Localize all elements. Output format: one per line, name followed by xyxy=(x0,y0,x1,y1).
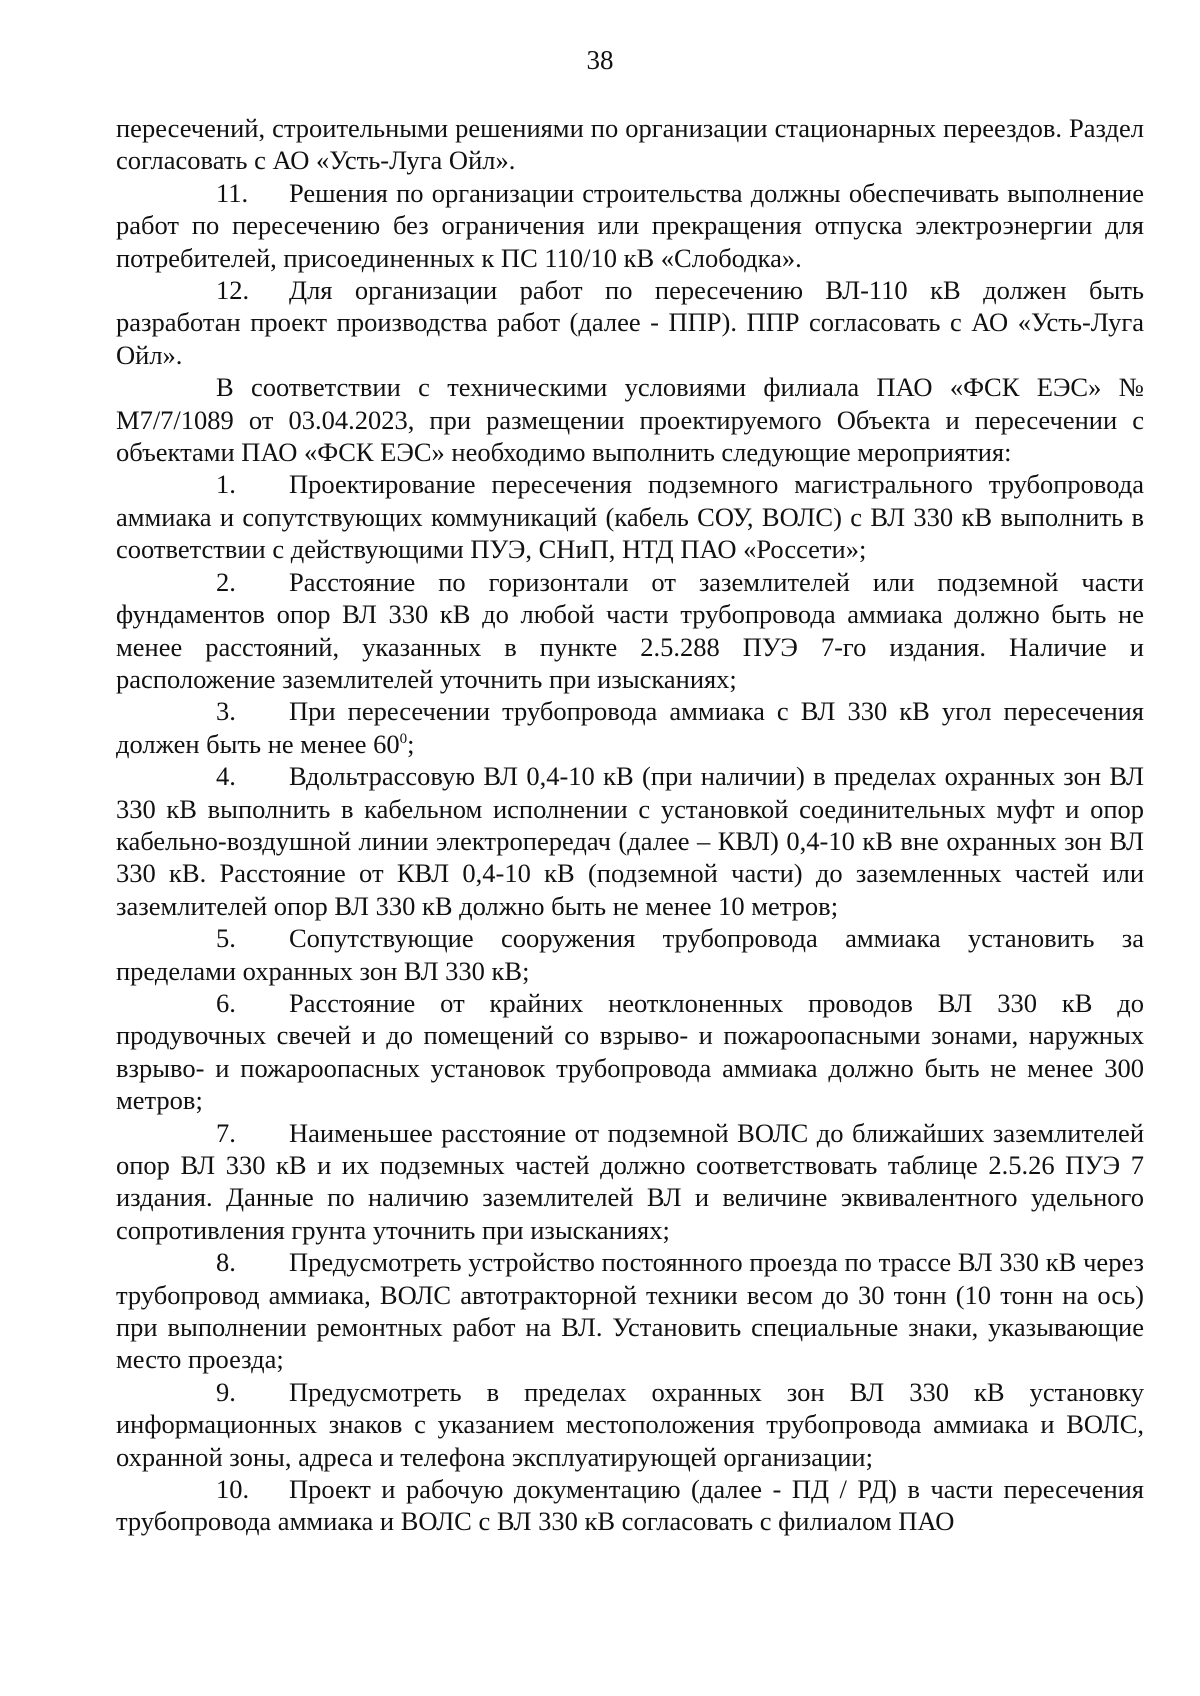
item-number: 6. xyxy=(216,987,236,1018)
item-number: 10. xyxy=(216,1474,250,1505)
numbered-item-3 xyxy=(116,695,1144,760)
page-number: 38 xyxy=(586,45,614,75)
item-number: 1. xyxy=(216,469,236,500)
numbered-item-9 xyxy=(116,1376,1144,1473)
numbered-item-4 xyxy=(116,760,1144,922)
item-text: Предусмотреть устройство постоянного проезда по трассе ВЛ 330 кВ через трубопровод аммиака, ВОЛС автотракторной техники весом до 30 тонн (10 тонн на ось) при выполнении ремонтных работ на ВЛ. Установить специальные знаки, указывающие место проезда; xyxy=(116,1247,1144,1375)
numbered-item-1 xyxy=(116,468,1144,565)
paragraph-text: пересечений, строительными решениями по организации стационарных переездов. Раздел согласовать с АО «Усть-Луга Ойл». xyxy=(116,113,1144,176)
degree-superscript: 0 xyxy=(399,730,408,747)
item-text: Для организации работ по пересечению ВЛ-110 кВ должен быть разработан проект производства работ (далее - ППР). ППР согласовать с АО «Усть-Луга Ойл». xyxy=(116,275,1144,370)
item-number: 8. xyxy=(216,1247,236,1278)
intro-paragraph xyxy=(116,371,1144,468)
item-text: Сопутствующие сооружения трубопровода аммиака установить за пределами охранных зон ВЛ 330 кВ; xyxy=(116,923,1144,986)
item-text: Расстояние от крайних неотклоненных проводов ВЛ 330 кВ до продувочных свечей и до помещений со взрыво- и пожароопасными зонами, наружных взрыво- и пожароопасных установок трубопровода аммиака должно быть не менее 300 метров; xyxy=(116,987,1144,1116)
numbered-item-5 xyxy=(116,922,1144,987)
numbered-item-10 xyxy=(116,1473,1144,1538)
numbered-item-7 xyxy=(116,1117,1144,1247)
item-text: При пересечении трубопровода аммиака с ВЛ 330 кВ угол пересечения должен быть не менее 60 xyxy=(116,696,1144,759)
numbered-item-11 xyxy=(116,177,1144,274)
item-number: 11. xyxy=(216,177,249,208)
item-number: 3. xyxy=(216,696,236,727)
item-number: 4. xyxy=(216,761,236,792)
paragraph-continuation xyxy=(116,112,1144,177)
item-text: Проектирование пересечения подземного магистрального трубопровода аммиака и сопутствующих коммуникаций (кабель СОУ, ВОЛС) с ВЛ 330 кВ выполнить в соответствии с действующими ПУЭ, СНиП, НТД ПАО «Россети»; xyxy=(116,469,1144,565)
paragraph-text: В соответствии с техническими условиями филиала ПАО «ФСК ЕЭС» № М7/7/1089 от 03.04.2023, при размещении проектируемого Объекта и пересечении с объектами ПАО «ФСК ЕЭС» необходимо выполнить следующие мероприятия: xyxy=(116,372,1144,468)
item-number: 12. xyxy=(216,275,250,306)
numbered-item-2 xyxy=(116,566,1144,696)
item-number: 2. xyxy=(216,566,236,597)
numbered-item-8 xyxy=(116,1246,1144,1376)
item-text: Решения по организации строительства должны обеспечивать выполнение работ по пересечению без ограничения или прекращения отпуска электроэнергии для потребителей, присоединенных к ПС 110/10 кВ «Слободка». xyxy=(116,177,1144,273)
item-number: 7. xyxy=(216,1117,236,1148)
item-text: Наименьшее расстояние от подземной ВОЛС до ближайших заземлителей опор ВЛ 330 кВ и их подземных частей должно соответствовать таблице 2.5.26 ПУЭ 7 издания. Данные по наличию заземлителей ВЛ и величине эквивалентного удельного сопротивления грунта уточнить при изысканиях; xyxy=(116,1117,1144,1245)
item-text: Вдольтрассовую ВЛ 0,4-10 кВ (при наличии) в пределах охранных зон ВЛ 330 кВ выполнить в кабельном исполнении с установкой соединительных муфт и опор кабельно-воздушной линии электропередач (далее – КВЛ) 0,4-10 кВ вне охранных зон ВЛ 330 кВ. Расстояние от КВЛ 0,4-10 кВ (подземной части) до заземленных частей или заземлителей опор ВЛ 330 кВ должно быть не менее 10 метров; xyxy=(116,761,1144,921)
item-number: 5. xyxy=(216,923,236,954)
item-text-tail: ; xyxy=(407,728,415,759)
item-number: 9. xyxy=(216,1376,236,1407)
item-text: Предусмотреть в пределах охранных зон ВЛ 330 кВ установку информационных знаков с указанием местоположения трубопровода аммиака и ВОЛС, охранной зоны, адреса и телефона эксплуатирующей организации; xyxy=(116,1376,1144,1472)
numbered-item-6 xyxy=(116,987,1144,1117)
item-text: Проект и рабочую документацию (далее - ПД / РД) в части пересечения трубопровода аммиака и ВОЛС с ВЛ 330 кВ согласовать с филиалом ПАО xyxy=(116,1474,1144,1537)
numbered-item-12 xyxy=(116,274,1144,371)
item-text: Расстояние по горизонтали от заземлителей или подземной части фундаментов опор ВЛ 330 кВ до любой части трубопровода аммиака должно быть не менее расстояний, указанных в пункте 2.5.288 ПУЭ 7-го издания. Наличие и расположение заземлителей уточнить при изысканиях; xyxy=(116,566,1144,694)
document-body xyxy=(116,112,1144,1538)
